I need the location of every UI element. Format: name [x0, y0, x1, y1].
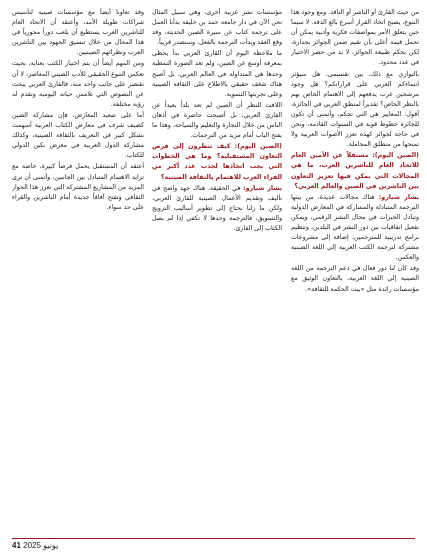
paragraph: ومن المهم أيضاً أن يتم اختيار الكتب بعناية، بحيث تعكس التنوع الحقيقي للأدب الصيني المعاصر، لا أن تقتصر على جانب واحد منه، فالقارئ العربي يبحث عن النصوص التي تلامس حياته اليومية وتقدم له رؤية مختلفة.	[12, 60, 144, 108]
interview-answer	[291, 193, 419, 264]
answer-speaker: بشار شبارو:	[378, 193, 419, 201]
answer-text: في الحقيقة، هناك جهد واضح في تأليف وتقديم الأعمال الصينية للقارئ العربي، ولكن ما زلنا نحتاج إلى تطوير أساليب الترويج والتسويق، فالترجمة وحدها لا تكفي إذا لم يصل الكتاب إلى القارئ.	[152, 184, 282, 232]
paragraph: وقد كان لنا دور فعال في دعم الترجمة من اللغة الصينية إلى اللغة العربية، بالتعاون الوثيق مع مؤسسات رائدة مثل «بيت الحكمة للثقافة».	[291, 265, 419, 293]
answer-text: هناك مجالات عديدة، من بينها الترجمة المتبادلة والمشاركة في المعارض الدولية وتبادل الخبرات في مجال النشر الرقمي، ويمكن تفعيل اتفاقيات بين دور النشر في البلدين، وتنظيم برامج تدريبية للمترجمين، إضافة إلى مشروعات مشتركة لترجمة الكتب العربية إلى اللغة الصينية والعكس.	[291, 193, 419, 262]
answer-speaker: بشار شبارو:	[243, 184, 282, 192]
footer-rule	[12, 538, 415, 539]
question-text: مستقلاً عن الأمين العام للاتحاد العام للناشرين العرب، ما هي المجالات التي يمكن فيها تعزيز التعاون بين الناشرين في الصين والعالم العربي؟	[291, 152, 419, 190]
page-footer	[0, 538, 427, 554]
paragraph: من حيث القارئ أو الناشر أو الناقد. ومع وجود هذا التنوع، يصبح اتخاذ القرار أسرع بالغ الدقة. لا سيما حين يتعلق الأمر بمواصفات فكرية وأدبية يمكن أن تحمل قيمة أعلى بأن تقيم ضمن الجوائز بجدارة، لكن يحكم طبيعة الجوائز، لا بد من حصر الاختيار في عدد محدود.	[291, 9, 419, 67]
text-column-middle	[152, 8, 282, 528]
interview-answer	[152, 184, 282, 234]
question-speaker: (الصين اليوم):	[372, 152, 419, 160]
paragraph: مؤسسات نشر عربية أخرى، وهي سبيل المثال نحن الآن في دار جامعة حمد بن خليفة بدأنا العمل على ترجمة كتاب عن سيرة الصين الحديثة، وقد وقع العقد وبدأت الترجمة بالفعل، وسنصدر قريباً.	[152, 9, 282, 47]
paragraph: وقد تعاونا أيضاً مع مؤسسات صينية لتأسيس شراكات طويلة الأمد، وأعتقد أن الاتحاد العام للناشرين العرب يستطيع أن يلعب دوراً محورياً في هذا المجال من خلال تنسيق الجهود بين الناشرين العرب ونظرائهم الصينيين.	[12, 9, 144, 57]
text-column-right	[291, 8, 419, 528]
paragraph: أما على صعيد المعارض، فإن مشاركة الصين كضيف شرف في معارض الكتاب العربية أسهمت بشكل كبير في التعريف بالثقافة الصينية، وكذلك مشاركة الدول العربية في معرض بكين الدولي للكتاب.	[12, 111, 144, 160]
page-number	[12, 541, 58, 550]
paragraph: بالتوازي مع ذلك، بين تقسيمي، هل سيؤثر انتماءكم العربي على قراراتكم؟ هل وجود مرشحين عرب يدفعهم إلى الاهتمام الخاص بهم بالنظر الخاص؟ تقديراً لمنطق العربي في الجائزة، أقول: المعايير هي التي تحكم، وأتمنى أن تكون للجائزة حظوظ قوية في السنوات القادمة، ونحن في حاجة لجوائز كهذه تعزز الأصوات العربية ولا تمنحها من منطلق المجاملة.	[291, 70, 419, 149]
interview-question	[152, 142, 282, 182]
issue-date: يونيو 2025	[23, 541, 59, 550]
page-number-value: 41	[12, 541, 21, 550]
interview-question	[291, 151, 419, 191]
paragraph: أعتقد أن المستقبل يحمل فرصاً كبيرة، خاصة مع تزايد الاهتمام المتبادل بين الجانبين، وأتمنى أن نرى المزيد من المشاريع المشتركة التي تعزز هذا الحوار الثقافي وتفتح آفاقاً جديدة أمام الناشرين والقراء على حد سواء.	[12, 163, 144, 211]
question-speaker: (الصين اليوم):	[234, 143, 282, 151]
paragraph: ما ملاحظة اليوم أن القارئ العربي بدأ يحظى بمعرفة أوسع عن الصين، ولم تعد الصورة النمطية وحدها هي المتداولة في العالم العربي، بل أصبح هناك شغف حقيقي بالاطلاع على الثقافة الصينية وعلى تجربتها التنموية.	[152, 50, 282, 98]
text-column-left	[12, 8, 144, 528]
question-text: كيف تنظرون إلى فرص التعاون المستقبلية؟ وما هي الخطوات التي يجب اتخاذها لجذب عدد أكبر من القراء العرب للاهتمام بالثقافة الصينية؟	[152, 143, 282, 181]
paragraph: اللافت للنظر أن الصين لم تعد بلداً بعيداً عن القارئ العربي، بل أصبحت حاضرة في أذهان الناس من خلال التجارة والتعليم والسياحة، وهذا ما يفتح الباب أمام مزيد من الترجمات.	[152, 101, 282, 140]
